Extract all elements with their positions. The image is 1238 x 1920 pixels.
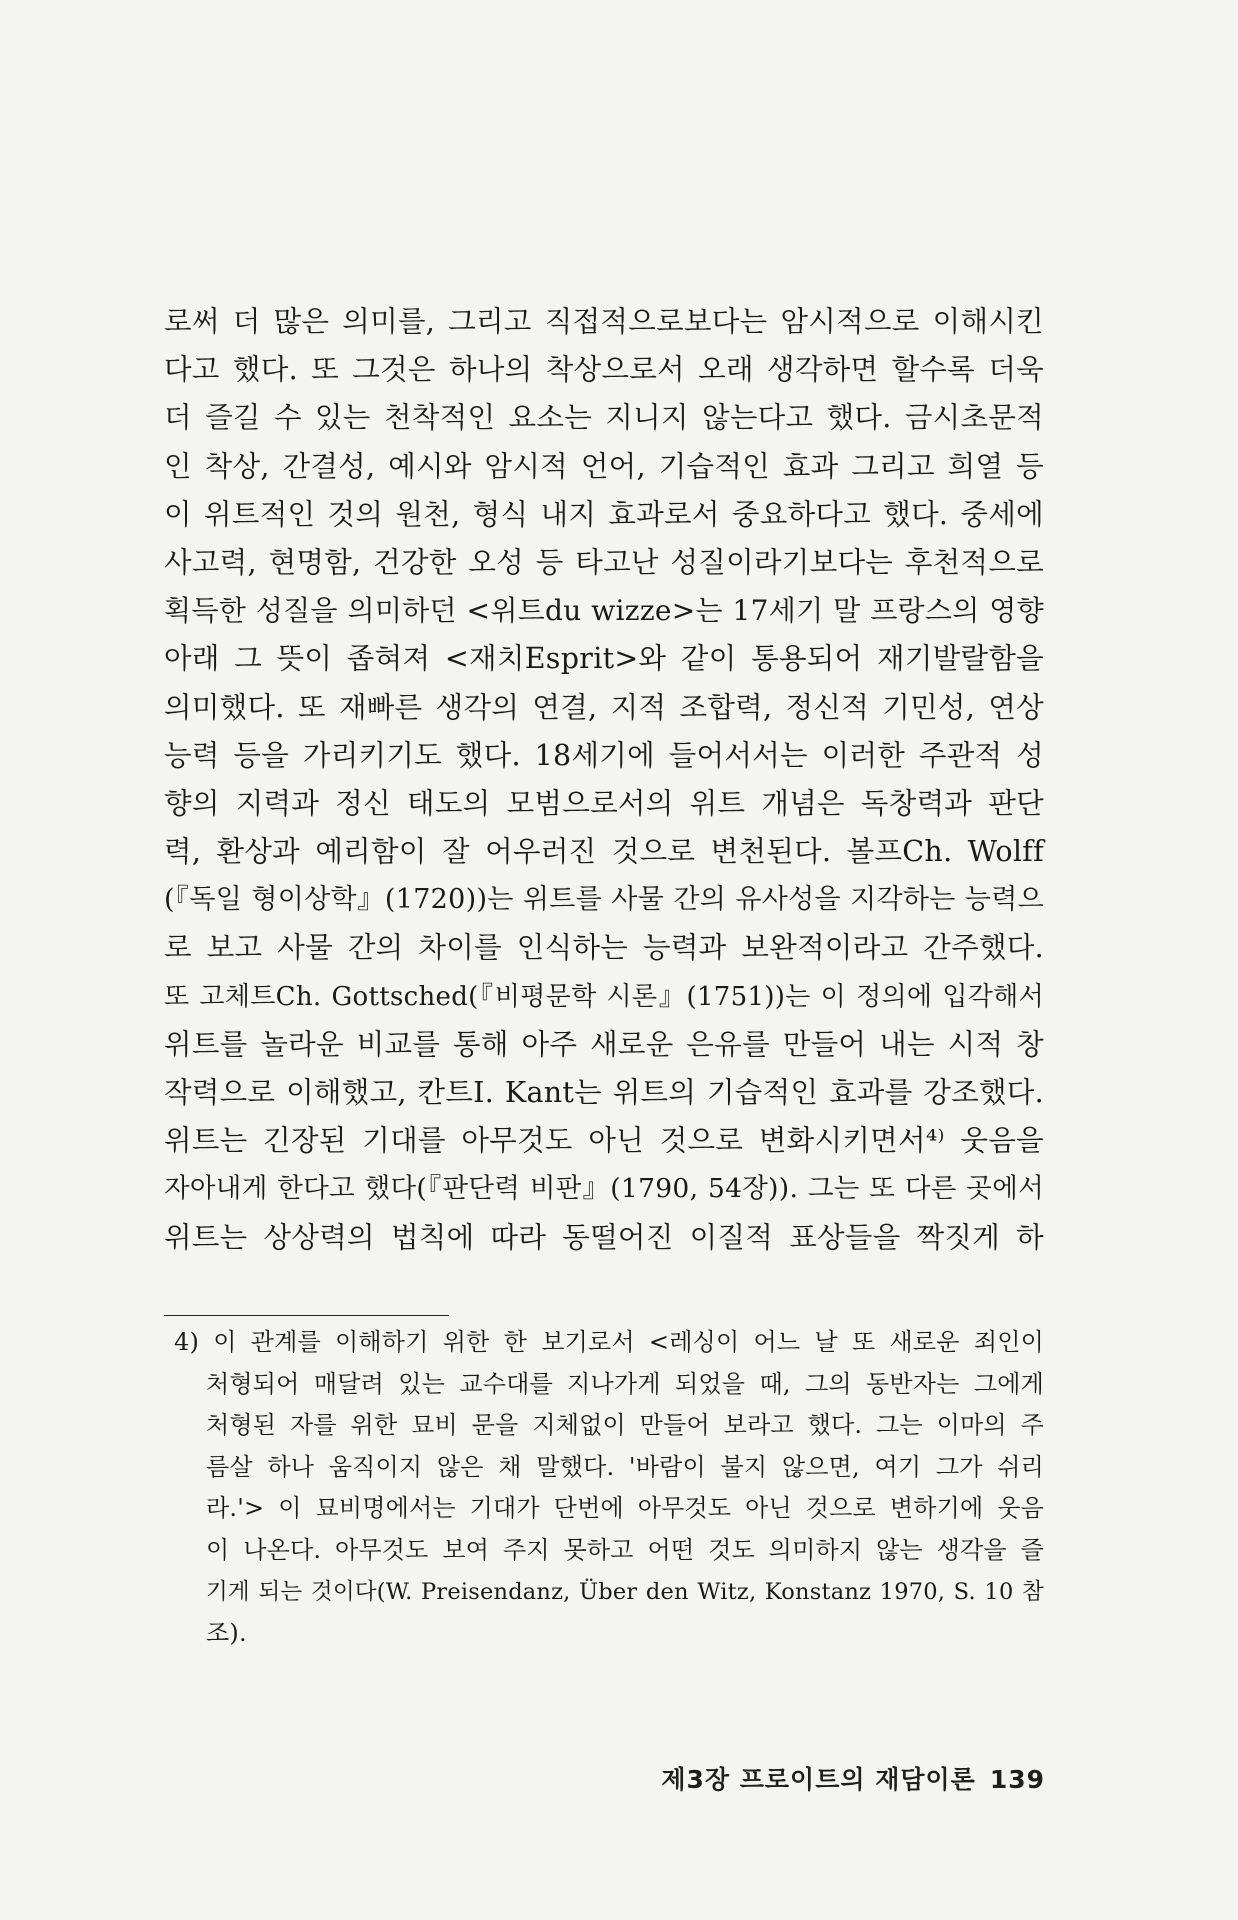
text-line: (『독일 형이상학』(1720))는 위트를 사물 간의 유사성을 지각하는 능력으 — [164, 884, 1044, 916]
text-line: 아래 그 뜻이 좁혀져 <재치Esprit>와 같이 통용되어 재기발랄함을 — [164, 642, 1044, 676]
page-footer — [645, 1760, 1045, 1796]
footnote — [174, 1322, 1044, 1655]
text-line: 다고 했다. 또 그것은 하나의 착상으로서 오래 생각하면 할수록 더욱 — [164, 353, 1044, 387]
page-number: 139 — [989, 1765, 1045, 1794]
text-line: 인 착상, 간결성, 예시와 암시적 언어, 기습적인 효과 그리고 희열 등 — [164, 449, 1044, 483]
footnote-line: 4) 이 관계를 이해하기 위한 한 보기로서 <레싱이 어느 날 또 새로운 죄인이 — [174, 1328, 1044, 1356]
text-line: 자아내게 한다고 했다(『판단력 비판』(1790, 54장)). 그는 또 다른 곳에서 — [164, 1173, 1044, 1205]
text-line: 또 고체트Ch. Gottsched(『비평문학 시론』(1751))는 이 정의에 입각해서 — [164, 981, 1044, 1012]
footnote-line: 처형되어 매달려 있는 교수대를 지나가게 되었을 때, 그의 동반자는 그에게 — [206, 1369, 1044, 1398]
footnote-line: 기게 되는 것이다(W. Preisendanz, Über den Witz, Konstanz 1970, S. 10 참 — [206, 1578, 1044, 1605]
text-line: 이 위트적인 것의 원천, 형식 내지 효과로서 중요하다고 했다. 중세에 — [164, 497, 1044, 531]
running-footer-chapter: 제3장 프로이트의 재담이론 — [661, 1765, 976, 1794]
footnote-line: 이 나온다. 아무것도 보여 주지 못하고 어떤 것도 의미하지 않는 생각을 즐 — [206, 1535, 1044, 1564]
text-line: 더 즐길 수 있는 천착적인 요소는 지니지 않는다고 했다. 금시초문적 — [164, 401, 1044, 435]
text-line: 력, 환상과 예리함이 잘 어우러진 것으로 변천된다. 볼프Ch. Wolff — [164, 835, 1044, 869]
text-line: 위트를 놀라운 비교를 통해 아주 새로운 은유를 만들어 내는 시적 창 — [164, 1027, 1044, 1061]
text-line: 로써 더 많은 의미를, 그리고 직접적으로보다는 암시적으로 이해시킨 — [164, 305, 1044, 338]
footnote-line: 라.'> 이 묘비명에서는 기대가 단번에 아무것도 아닌 것으로 변하기에 웃음 — [206, 1494, 1044, 1523]
footnote-separator — [164, 1315, 449, 1316]
main-text — [164, 298, 1044, 1262]
text-line: 위트는 긴장된 기대를 아무것도 아닌 것으로 변화시키면서⁴⁾ 웃음을 — [164, 1124, 1044, 1158]
text-line: 사고력, 현명함, 건강한 오성 등 타고난 성질이라기보다는 후천적으로 — [164, 545, 1044, 579]
text-line: 로 보고 사물 간의 차이를 인식하는 능력과 보완적이라고 간주했다. — [164, 931, 1044, 965]
footnote-line: 름살 하나 움직이지 않은 채 말했다. '바람이 불지 않으면, 여기 그가 쉬리 — [206, 1452, 1044, 1481]
text-line: 획득한 성질을 의미하던 <위트du wizze>는 17세기 말 프랑스의 영향 — [164, 594, 1044, 628]
footnote-line: 조). — [206, 1619, 247, 1648]
text-line: 위트는 상상력의 법칙에 따라 동떨어진 이질적 표상들을 짝짓게 하 — [164, 1220, 1044, 1254]
text-line: 능력 등을 가리키기도 했다. 18세기에 들어서서는 이러한 주관적 성 — [164, 738, 1044, 772]
text-line: 의미했다. 또 재빠른 생각의 연결, 지적 조합력, 정신적 기민성, 연상 — [164, 690, 1044, 724]
text-line: 작력으로 이해했고, 칸트I. Kant는 위트의 기습적인 효과를 강조했다. — [164, 1076, 1044, 1109]
footnote-line: 처형된 자를 위한 묘비 문을 지체없이 만들어 보라고 했다. 그는 이마의 주 — [206, 1411, 1044, 1440]
text-line: 향의 지력과 정신 태도의 모범으로서의 위트 개념은 독창력과 판단 — [164, 786, 1044, 820]
